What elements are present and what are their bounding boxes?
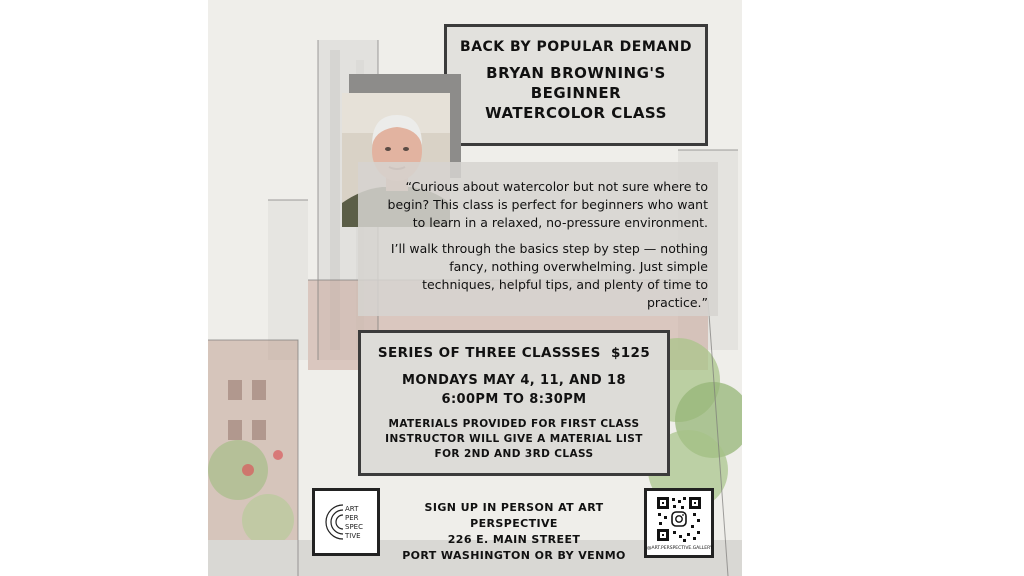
signup-line-3: PORT WASHINGTON OR BY VENMO [402, 549, 626, 562]
art-perspective-logo [312, 488, 380, 556]
qr-code[interactable] [644, 488, 714, 558]
class-dates: MONDAYS MAY 4, 11, AND 18 [402, 373, 626, 388]
materials-info [361, 417, 667, 462]
qr-handle: @ART.PERSPECTIVE.GALLERY [647, 546, 713, 551]
class-details-box [358, 330, 670, 476]
series-price: SERIES OF THREE CLASSSES $125 [377, 345, 651, 361]
event-poster [208, 0, 742, 576]
logo-text-4: TIVE [345, 532, 361, 540]
logo-text-1: ART [345, 505, 359, 513]
signup-line-2: 226 E. MAIN STREET [447, 533, 581, 546]
logo-text-2: PER [345, 514, 359, 522]
signup-line-1: SIGN UP IN PERSON AT ART PERSPECTIVE [424, 501, 604, 530]
title-line-1: BRYAN BROWNING'S [486, 64, 666, 82]
signup-info [384, 500, 644, 564]
qr-pattern-icon [647, 491, 711, 545]
instructor-quote [386, 178, 708, 320]
materials-line-3: FOR 2ND AND 3RD CLASS [434, 448, 594, 460]
materials-line-2: INSTRUCTOR WILL GIVE A MATERIAL LIST [385, 433, 643, 445]
quote-paragraph-2: I’ll walk through the basics step by step — nothing fancy, nothing overwhelming. Just simple techniques, helpful tips, and plenty of time to practice.” [390, 241, 708, 310]
class-title [447, 63, 705, 123]
heading: BACK BY POPULAR DEMAND [460, 39, 692, 55]
schedule [361, 371, 667, 409]
title-line-2: BEGINNER [530, 84, 622, 102]
class-time: 6:00PM TO 8:30PM [441, 392, 587, 407]
materials-line-1: MATERIALS PROVIDED FOR FIRST CLASS [388, 418, 640, 430]
logo-text-3: SPEC [345, 523, 363, 531]
title-box [444, 24, 708, 146]
title-line-3: WATERCOLOR CLASS [485, 104, 667, 122]
quote-paragraph-1: “Curious about watercolor but not sure where to begin? This class is perfect for beginners who want to learn in a relaxed, no-pressure environment. [387, 179, 708, 230]
